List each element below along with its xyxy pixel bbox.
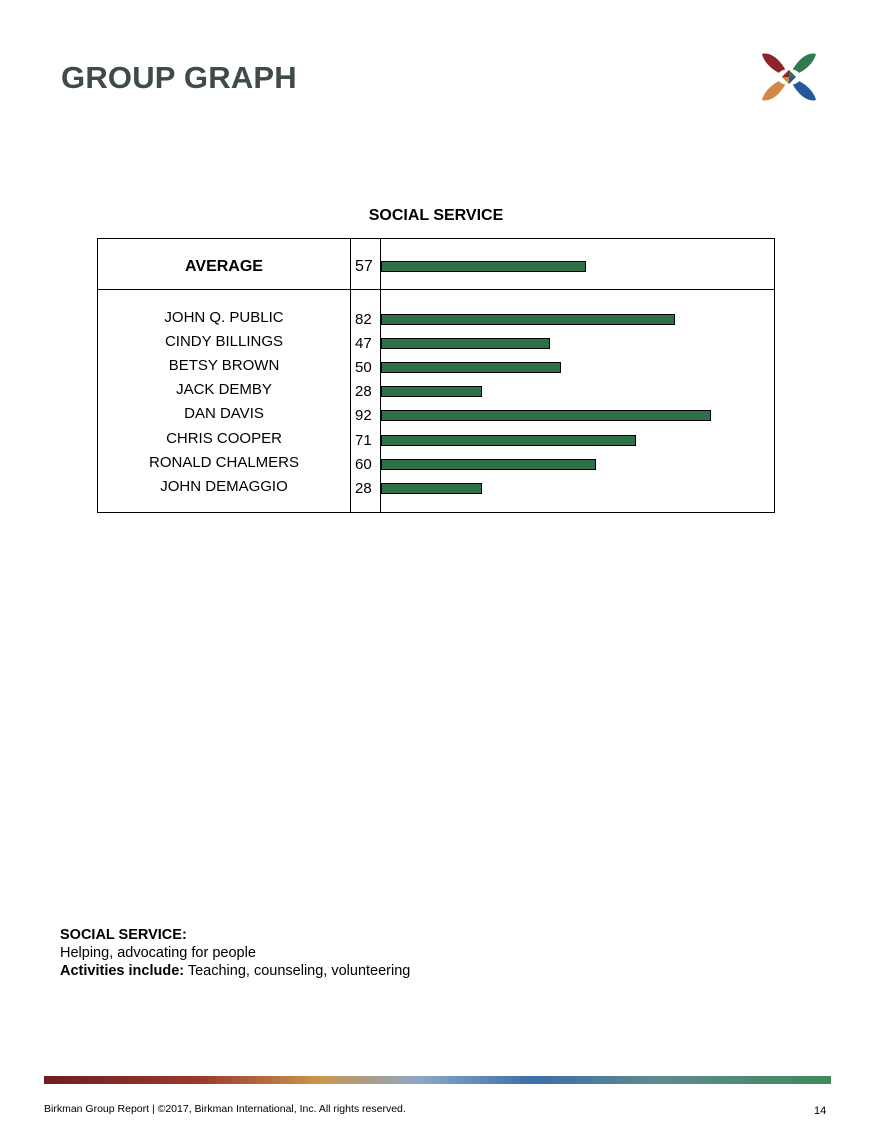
average-value: 57 [355,258,373,275]
value-label: 71 [355,431,372,449]
bar [381,362,561,373]
page-title: GROUP GRAPH [61,60,297,95]
average-label: AVERAGE [185,258,263,275]
category-label: JOHN DEMAGGIO [160,477,288,495]
activities-label: Activities include: [60,963,185,979]
category-label: DAN DAVIS [184,405,264,423]
category-label: JACK DEMBY [176,381,272,399]
category-label: RONALD CHALMERS [148,453,300,471]
bar [381,386,482,397]
name-column-divider [350,239,351,512]
value-label: 28 [355,479,372,497]
value-label: 50 [355,359,372,377]
category-label: CINDY BILLINGS [164,333,284,351]
page-number: 14 [814,1105,827,1117]
category-label: CHRIS COOPER [166,429,282,447]
chart-title: SOCIAL SERVICE [368,207,504,224]
value-label: 60 [355,455,372,473]
value-column-divider [380,239,381,512]
average-bar [381,261,586,272]
category-label: JOHN Q. PUBLIC [164,309,284,326]
bar [381,314,675,325]
value-label: 82 [355,311,372,328]
description-text: Helping, advocating for people [60,945,256,961]
footer-color-band [44,1076,831,1084]
bar [381,338,550,349]
bar [381,459,596,470]
footer-copyright: Birkman Group Report | ©2017, Birkman International, Inc. All rights reserved. [44,1103,406,1115]
value-label: 47 [355,335,372,353]
category-label: BETSY BROWN [168,357,280,375]
chart-area [97,238,775,513]
bar [381,435,636,446]
value-label: 92 [355,407,372,425]
description-heading: SOCIAL SERVICE: [60,927,187,943]
average-row-divider [98,289,774,290]
birkman-logo-icon [760,48,818,106]
bar [381,410,711,421]
bar [381,483,482,494]
activities-text: Teaching, counseling, volunteering [184,963,411,979]
value-label: 28 [355,383,372,401]
activities-line [60,962,410,980]
description-block [60,926,410,980]
